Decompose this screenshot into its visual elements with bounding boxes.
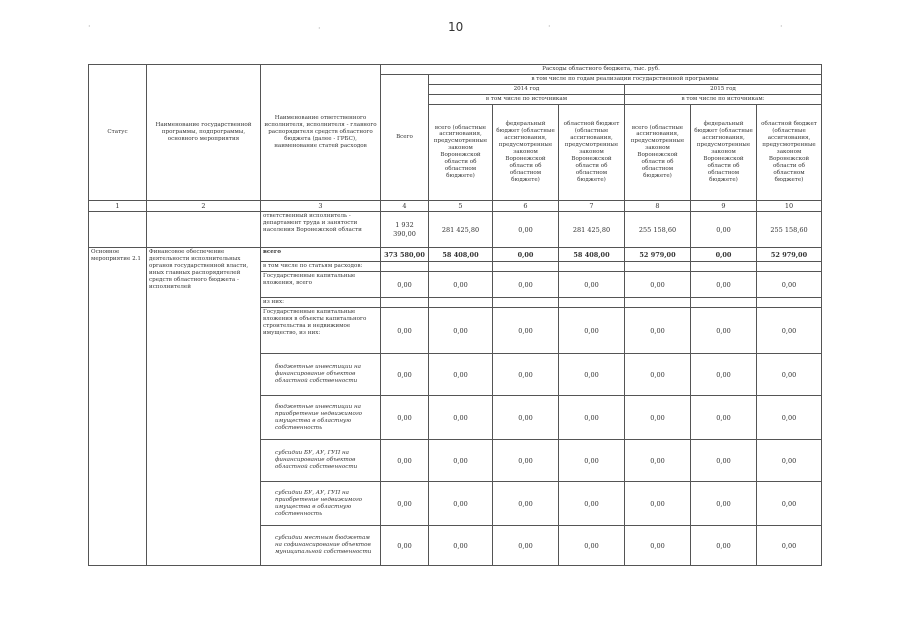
value-cell: 0,00: [559, 308, 625, 354]
value-cell: 0,00: [625, 308, 691, 354]
value-cell: 0,00: [493, 482, 559, 526]
value-cell: 1 932 390,00: [381, 212, 429, 248]
value-cell: 0,00: [757, 396, 822, 440]
value-cell: 0,00: [625, 526, 691, 566]
value-cell: [493, 298, 559, 308]
col-index: 6: [493, 200, 559, 211]
row-label: в том числе по статьям расходов:: [261, 262, 381, 272]
value-cell: 0,00: [625, 272, 691, 298]
executor-row: [89, 212, 822, 248]
value-cell: 0,00: [625, 354, 691, 396]
event-name: Финансовое обеспечение деятельности исполнительных органов государственной власти, иных главных распорядителей средств областного бюджета - исполнителей: [147, 248, 261, 566]
col-index: 5: [429, 200, 493, 211]
column-index-row: [89, 200, 822, 211]
value-cell: 0,00: [429, 396, 493, 440]
header-year-2014: 2014 год: [429, 84, 625, 94]
value-cell: 0,00: [493, 212, 559, 248]
value-cell: 0,00: [493, 440, 559, 482]
value-cell: 0,00: [493, 396, 559, 440]
value-cell: 0,00: [381, 440, 429, 482]
value-cell: 0,00: [559, 354, 625, 396]
value-cell: 0,00: [559, 272, 625, 298]
col-index: 2: [147, 200, 261, 211]
value-cell: 0,00: [381, 396, 429, 440]
value-cell: 0,00: [625, 440, 691, 482]
value-cell: [691, 262, 757, 272]
row-label: Государственные капитальные вложения в объекты капитального строительства и недвижимое имущество, из них:: [261, 308, 381, 354]
value-cell: 255 158,60: [757, 212, 822, 248]
scan-mark: ·: [318, 24, 321, 33]
row-label: субсидии местным бюджетам на софинансирование объектов муниципальной собственности: [261, 526, 381, 566]
value-cell: [625, 262, 691, 272]
value-cell: 0,00: [493, 272, 559, 298]
value-cell: 0,00: [625, 396, 691, 440]
value-cell: 255 158,60: [625, 212, 691, 248]
value-cell: 0,00: [429, 440, 493, 482]
header-year-2015: 2015 год: [625, 84, 822, 94]
header-program: Наименование государственной программы, подпрограммы, основного мероприятия: [147, 65, 261, 201]
col-index: 8: [625, 200, 691, 211]
value-cell: 0,00: [429, 272, 493, 298]
value-cell: 0,00: [757, 440, 822, 482]
value-cell: 0,00: [757, 482, 822, 526]
col-index: 1: [89, 200, 147, 211]
scan-mark: ·: [88, 22, 91, 31]
value-cell: 0,00: [381, 272, 429, 298]
header-sources-2014: в том числе по источникам: [429, 94, 625, 104]
scan-mark: ·: [548, 22, 551, 31]
header-status: Статус: [89, 65, 147, 201]
budget-table: [88, 64, 822, 566]
header-executor: Наименование ответственного исполнителя, исполнителя - главного распорядителя средств областного бюджета (далее - ГРБС), наименование статей расходов: [261, 65, 381, 201]
value-cell: 281 425,80: [559, 212, 625, 248]
value-cell: [429, 298, 493, 308]
header-col-5: всего (областные ассигнования, предусмотренные законом Воронежской области об областном бюджете): [429, 104, 493, 200]
header-col-8: всего (областные ассигнования, предусмотренные законом Воронежской области об областном бюджете): [625, 104, 691, 200]
value-cell: 52 979,00: [757, 248, 822, 262]
value-cell: [691, 298, 757, 308]
value-cell: 0,00: [559, 396, 625, 440]
row-label: бюджетные инвестиции на финансирование объектов областной собственности: [261, 354, 381, 396]
header-sources-2015: в том числе по источникам:: [625, 94, 822, 104]
header-expenses: Расходы областного бюджета, тыс. руб.: [381, 65, 822, 75]
value-cell: 0,00: [493, 354, 559, 396]
executor-label: ответственный исполнитель - департамент труда и занятости населения Воронежской области: [261, 212, 381, 248]
page-number: 10: [448, 20, 464, 34]
value-cell: 0,00: [381, 526, 429, 566]
value-cell: [757, 298, 822, 308]
value-cell: 373 580,00: [381, 248, 429, 262]
value-cell: 0,00: [429, 482, 493, 526]
event-status: Основное мероприятие 2.1: [89, 248, 147, 566]
col-index: 10: [757, 200, 822, 211]
header-col-10: областной бюджет (областные ассигнования, предусмотренные законом Воронежской области об областном бюджете): [757, 104, 822, 200]
value-cell: 0,00: [381, 354, 429, 396]
value-cell: 0,00: [493, 248, 559, 262]
value-cell: 0,00: [757, 272, 822, 298]
value-cell: [493, 262, 559, 272]
value-cell: 58 408,00: [559, 248, 625, 262]
value-cell: 0,00: [625, 482, 691, 526]
value-cell: 0,00: [493, 526, 559, 566]
value-cell: [625, 298, 691, 308]
table-row: [89, 248, 822, 262]
value-cell: [429, 262, 493, 272]
value-cell: 0,00: [381, 482, 429, 526]
value-cell: 0,00: [429, 354, 493, 396]
value-cell: [757, 262, 822, 272]
row-label: всего: [261, 248, 381, 262]
col-index: 7: [559, 200, 625, 211]
value-cell: 0,00: [691, 248, 757, 262]
header-col-9: федеральный бюджет (областные ассигнования, предусмотренные законом Воронежской области об областном бюджете): [691, 104, 757, 200]
row-label: Государственные капитальные вложения, всего: [261, 272, 381, 298]
value-cell: 0,00: [429, 308, 493, 354]
row-label: субсидии БУ, АУ, ГУП на финансирование объектов областной собственности: [261, 440, 381, 482]
value-cell: 0,00: [493, 308, 559, 354]
value-cell: 0,00: [691, 272, 757, 298]
value-cell: 0,00: [381, 308, 429, 354]
value-cell: 0,00: [691, 396, 757, 440]
value-cell: 0,00: [559, 440, 625, 482]
header-total: Всего: [381, 74, 429, 200]
value-cell: [381, 262, 429, 272]
col-index: 9: [691, 200, 757, 211]
value-cell: 58 408,00: [429, 248, 493, 262]
value-cell: 0,00: [691, 212, 757, 248]
value-cell: 0,00: [691, 308, 757, 354]
value-cell: [559, 298, 625, 308]
value-cell: 0,00: [757, 354, 822, 396]
value-cell: 0,00: [691, 354, 757, 396]
value-cell: 52 979,00: [625, 248, 691, 262]
value-cell: 0,00: [559, 526, 625, 566]
value-cell: 281 425,80: [429, 212, 493, 248]
scan-mark: ·: [780, 22, 783, 31]
col-index: 3: [261, 200, 381, 211]
value-cell: 0,00: [691, 526, 757, 566]
value-cell: 0,00: [429, 526, 493, 566]
value-cell: 0,00: [757, 308, 822, 354]
value-cell: [381, 298, 429, 308]
col-index: 4: [381, 200, 429, 211]
value-cell: 0,00: [691, 440, 757, 482]
header-by-years: в том числе по годам реализации государственной программы: [429, 74, 822, 84]
value-cell: 0,00: [559, 482, 625, 526]
value-cell: [559, 262, 625, 272]
row-label: субсидии БУ, АУ, ГУП на приобретение недвижимого имущества в областную собственность: [261, 482, 381, 526]
value-cell: 0,00: [757, 526, 822, 566]
row-label: из них:: [261, 298, 381, 308]
header-col-6: федеральный бюджет (областные ассигнования, предусмотренные законом Воронежской области об областном бюджете): [493, 104, 559, 200]
header-col-7: областной бюджет (областные ассигнования, предусмотренные законом Воронежской области об областном бюджете): [559, 104, 625, 200]
value-cell: 0,00: [691, 482, 757, 526]
row-label: бюджетные инвестиции на приобретение недвижимого имущества в областную собственность: [261, 396, 381, 440]
